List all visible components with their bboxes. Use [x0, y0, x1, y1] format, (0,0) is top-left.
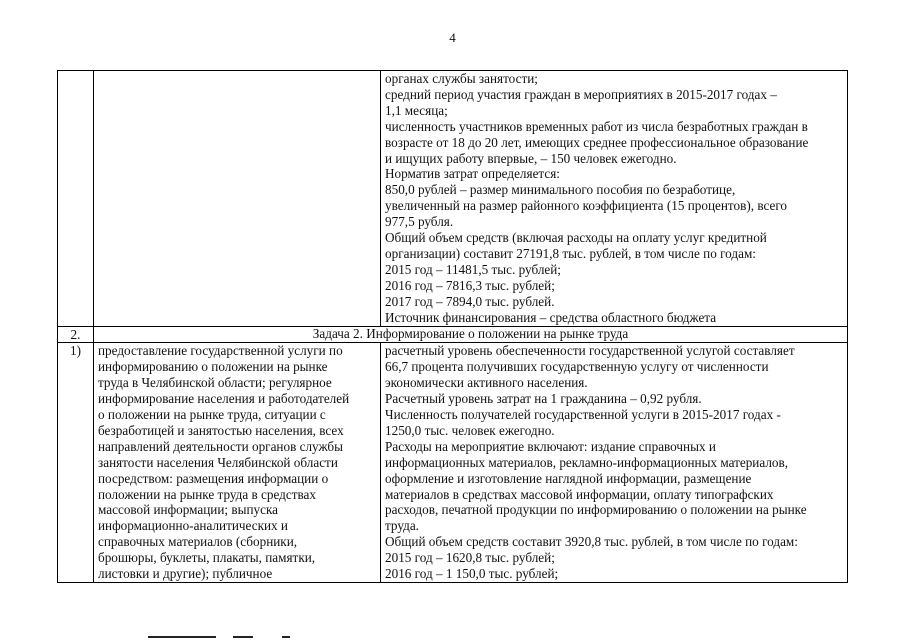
scan-artifact-marks — [0, 634, 905, 640]
text-line: занятости населения Челябинской области — [98, 454, 338, 470]
text-line: Норматив затрат определяется: — [385, 166, 560, 182]
text-line: труда. — [385, 518, 419, 534]
text-line: положении на рынке труда в средствах — [98, 486, 316, 502]
text-line: информированию о положении на рынке — [98, 359, 328, 375]
activity-justification-cell — [381, 71, 848, 327]
item-justification-cell — [381, 343, 848, 583]
text-line: Общий объем средств (включая расходы на оплату услуг кредитной — [385, 230, 767, 246]
text-line: 2015 год – 1620,8 тыс. рублей; — [385, 550, 555, 566]
task-title-cell: Задача 2. Информирование о положении на рынке труда — [94, 326, 848, 343]
text-line: средний период участия граждан в мероприятиях в 2015-2017 годах – — [385, 86, 777, 102]
text-line: Расчетный уровень затрат на 1 гражданина – 0,92 рубля. — [385, 391, 702, 407]
text-line: безработицей и занятостью населения, всех — [98, 422, 344, 438]
text-line: увеличенный на размер районного коэффициента (15 процентов), всего — [385, 198, 788, 214]
text-line: массовой информации; выпуска — [98, 502, 279, 518]
text-line: 850,0 рублей – размер минимального пособия по безработице, — [385, 182, 736, 198]
item-number-cell: 1) — [58, 343, 94, 583]
text-line: брошюры, буклеты, плакаты, памятки, — [98, 550, 316, 566]
text-line: 2016 год – 7816,3 тыс. рублей; — [385, 277, 555, 293]
table-row-task — [58, 326, 848, 343]
text-line: предоставление государственной услуги по — [98, 343, 343, 359]
text-line: 1250,0 тыс. человек ежегодно. — [385, 422, 555, 438]
text-line: информирование населения и работодателей — [98, 391, 350, 407]
text-line: 977,5 рубля. — [385, 214, 454, 230]
text-line: материалов в средствах массовой информации, оплату типографских — [385, 486, 774, 502]
text-line: экономически активного населения. — [385, 375, 588, 391]
text-line: Расходы на мероприятие включают: издание справочных и — [385, 438, 716, 454]
text-line: о положении на рынке труда, ситуации с — [98, 407, 326, 423]
text-line: посредством: размещения информации о — [98, 470, 329, 486]
page-number: 4 — [449, 30, 456, 45]
text-line: организации) составит 27191,8 тыс. рублей, в том числе по годам: — [385, 245, 756, 261]
text-line: труда в Челябинской области; регулярное — [98, 375, 332, 391]
scan-mark — [148, 636, 216, 638]
text-line: Численность получателей государственной услуги в 2015-2017 годах - — [385, 407, 781, 423]
item-description-cell — [94, 343, 381, 583]
scan-mark — [282, 636, 290, 638]
text-line: листовки и другие); публичное — [98, 566, 273, 582]
text-line: 1,1 месяца; — [385, 102, 448, 118]
text-line: расчетный уровень обеспеченности государственной услугой составляет — [385, 343, 795, 359]
text-line: 66,7 процента получивших государственную услугу от численности — [385, 359, 769, 375]
table-row-item — [58, 343, 848, 583]
text-line: возрасте от 18 до 20 лет, имеющих среднее профессиональное образование — [385, 134, 809, 150]
table-row-continuation — [58, 71, 848, 327]
task-number-cell: 2. — [58, 326, 94, 343]
text-line: 2015 год – 11481,5 тыс. рублей; — [385, 261, 561, 277]
text-line: Источник финансирования – средства областного бюджета — [385, 309, 717, 325]
text-line: 2017 год – 7894,0 тыс. рублей. — [385, 293, 555, 309]
text-line: информационных материалов, рекламно-информационных материалов, — [385, 454, 789, 470]
text-line: справочных материалов (сборники, — [98, 534, 298, 550]
program-activities-table — [57, 70, 848, 583]
text-line: информационно-аналитических и — [98, 518, 288, 534]
text-line: и ищущих работу впервые, – 150 человек ежегодно. — [385, 150, 677, 166]
activity-description-cell — [94, 71, 381, 327]
row-number-cell — [58, 71, 94, 327]
text-line: 2016 год – 1 150,0 тыс. рублей; — [385, 566, 559, 582]
text-line: направлений деятельности органов службы — [98, 438, 343, 454]
scan-mark — [233, 636, 253, 638]
text-line: расходов, печатной продукции по информированию о положении на рынке — [385, 502, 807, 518]
text-line: оформление и изготовление наглядной информации, размещение — [385, 470, 752, 486]
text-line: Общий объем средств составит 3920,8 тыс. рублей, в том числе по годам: — [385, 534, 798, 550]
text-line: органах службы занятости; — [385, 71, 538, 86]
text-line: численность участников временных работ из числа безработных граждан в — [385, 118, 808, 134]
